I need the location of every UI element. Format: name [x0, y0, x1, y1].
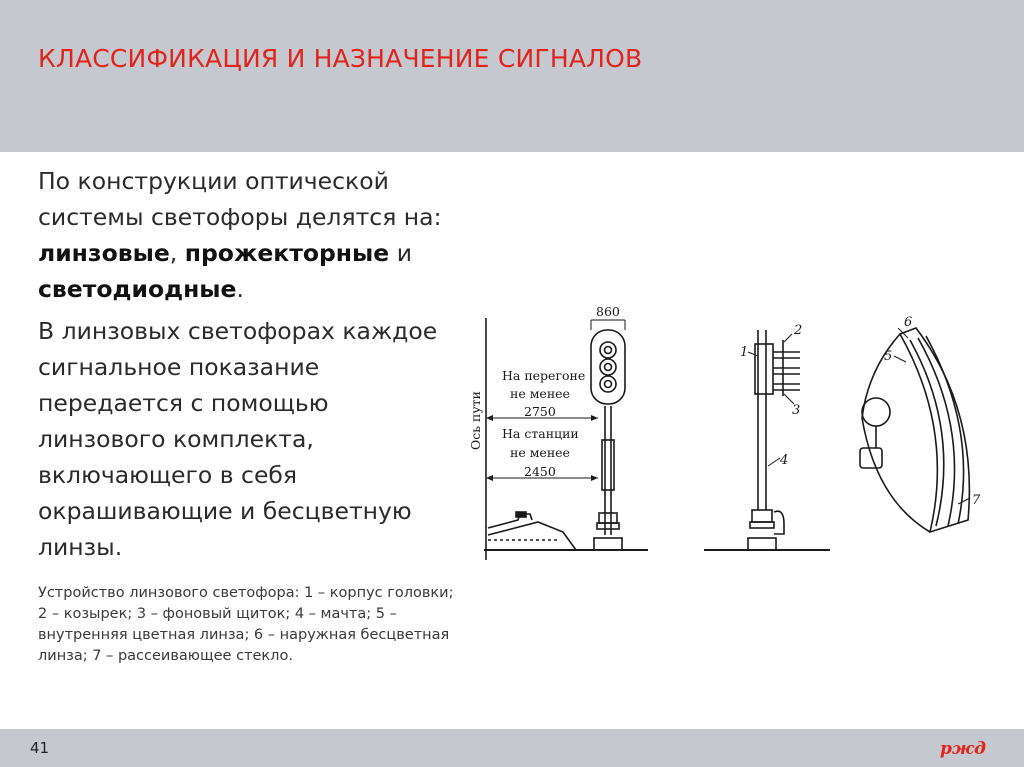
paragraph-lens-signals: В линзовых светофорах каждое сигнальное показание передается с помощью линзового комплекта, включающего в себя окрашивающие и бесцветную линзы.: [38, 317, 438, 561]
haul-line2: не менее: [510, 386, 570, 401]
main-text: [38, 163, 458, 565]
header-bar: [0, 0, 1024, 152]
term-led: светодиодные: [38, 275, 237, 303]
axis-label: Ось пути: [468, 391, 483, 450]
label-1: 1: [740, 345, 749, 360]
term-searchlight: прожекторные: [184, 239, 390, 267]
p1-conjunction: и: [389, 239, 412, 267]
p1-end: .: [236, 275, 244, 303]
p1-separator: ,: [169, 239, 185, 267]
label-7: 7: [972, 493, 981, 508]
paragraph-optical-systems: [38, 163, 458, 307]
svg-text:ржд: ржд: [940, 739, 986, 759]
figure-caption: Устройство линзового светофора: 1 – корпус головки; 2 – козырек; 3 – фоновый щиток; 4 – мачта; 5 – внутренняя цветная линза; 6 – наружная бесцветная линза; 7 – рассеивающее стекло.: [38, 585, 454, 664]
label-6: 6: [904, 315, 913, 330]
label-4: 4: [780, 453, 789, 468]
footer-bar: [0, 729, 1024, 767]
dim-860: 860: [596, 304, 620, 319]
label-5: 5: [884, 349, 893, 364]
page-number: 41: [30, 739, 50, 757]
station-line1: На станции: [502, 426, 579, 441]
haul-line1: На перегоне: [502, 368, 586, 383]
haul-value: 2750: [524, 404, 556, 419]
page-title: КЛАССИФИКАЦИЯ И НАЗНАЧЕНИЕ СИГНАЛОВ: [38, 44, 643, 73]
station-value: 2450: [524, 464, 556, 479]
label-2: 2: [794, 323, 803, 338]
rzd-logo: [936, 735, 990, 761]
label-3: 3: [792, 403, 801, 418]
station-line2: не менее: [510, 445, 570, 460]
p1-prefix: По конструкции оптической системы светофоры делятся на:: [38, 167, 442, 231]
term-lens: линзовые: [38, 239, 170, 267]
signal-diagram: [458, 300, 998, 580]
